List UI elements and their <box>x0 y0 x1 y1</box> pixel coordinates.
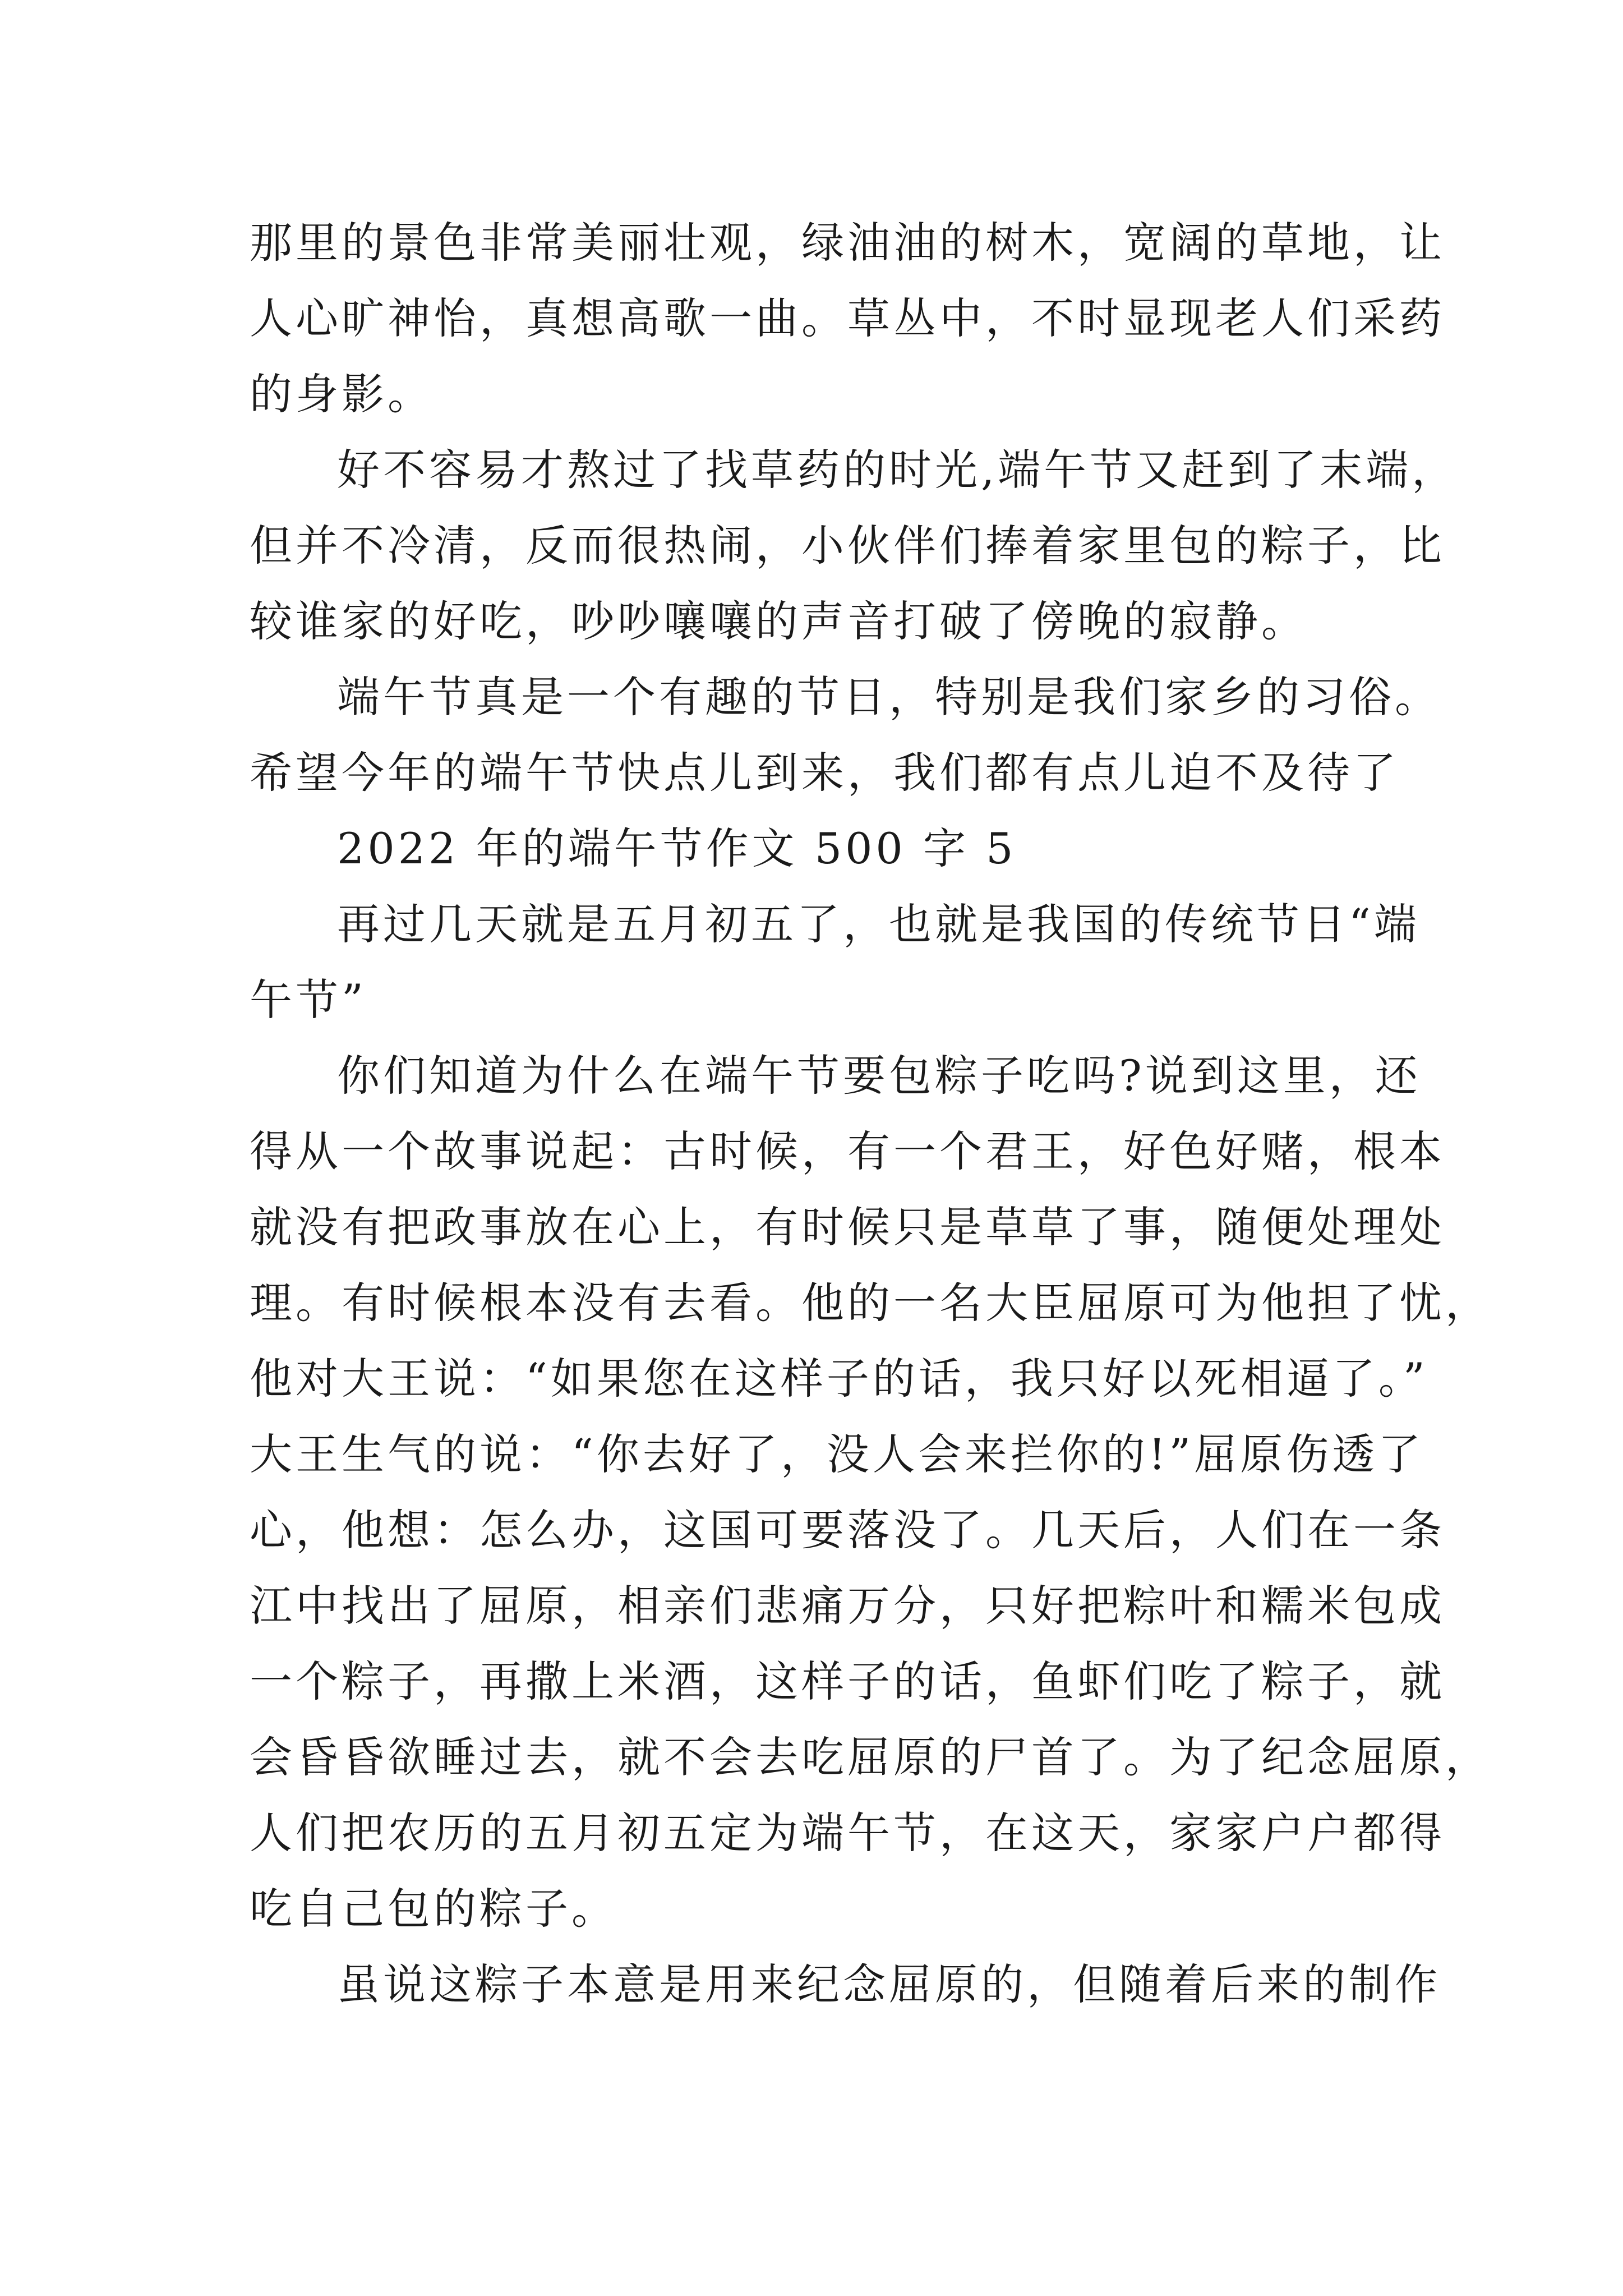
text-line: 得从一个故事说起：古时候，有一个君王，好色好赌，根本 <box>250 1126 1445 1176</box>
text-line: 端午节真是一个有趣的节日，特别是我们家乡的习俗。 <box>337 672 1441 722</box>
document-body <box>250 205 1491 2022</box>
text-line: 一个粽子，再撒上米酒，这样子的话，鱼虾们吃了粽子，就 <box>250 1657 1445 1706</box>
text-line: 江中找出了屈原，相亲们悲痛万分，只好把粽叶和糯米包成 <box>250 1581 1445 1631</box>
text-line: 吃自己包的粽子。 <box>250 1884 617 1934</box>
text-line: 希望今年的端午节快点儿到来，我们都有点儿迫不及待了 <box>250 748 1399 798</box>
text-line: 你们知道为什么在端午节要包粽子吃吗?说到这里，还 <box>337 1051 1421 1101</box>
text-line: 的身影。 <box>250 369 434 419</box>
text-line: 会昏昏欲睡过去，就不会去吃屈原的尸首了。为了纪念屈原， <box>250 1732 1491 1782</box>
text-line: 理。有时候根本没有去看。他的一名大臣屈原可为他担了忧， <box>250 1278 1491 1328</box>
text-line: 人心旷神怡，真想高歌一曲。草丛中，不时显现老人们采药 <box>250 293 1445 343</box>
text-line: 但并不冷清，反而很热闹，小伙伴们捧着家里包的粽子，比 <box>250 521 1445 570</box>
text-line: 他对大王说：“如果您在这样子的话，我只好以死相逼了。” <box>250 1354 1428 1404</box>
text-line: 人们把农历的五月初五定为端午节，在这天，家家户户都得 <box>250 1808 1445 1858</box>
text-line: 较谁家的好吃，吵吵嚷嚷的声音打破了傍晚的寂静。 <box>250 596 1307 646</box>
text-line: 午节” <box>250 975 367 1025</box>
text-line: 再过几天就是五月初五了，也就是我国的传统节日“端 <box>337 899 1420 949</box>
text-line: 虽说这粽子本意是用来纪念屈原的，但随着后来的制作 <box>337 1959 1441 2009</box>
section-heading: 2022 年的端午节作文 500 字 5 <box>337 823 1017 873</box>
text-line: 那里的景色非常美丽壮观，绿油油的树木，宽阔的草地，让 <box>250 218 1445 268</box>
text-line: 大王生气的说：“你去好了，没人会来拦你的!”屈原伤透了 <box>250 1429 1424 1479</box>
text-line: 好不容易才熬过了找草药的时光,端午节又赶到了末端， <box>337 445 1458 495</box>
text-line: 心，他想：怎么办，这国可要落没了。几天后，人们在一条 <box>250 1505 1445 1555</box>
text-line: 就没有把政事放在心上，有时候只是草草了事，随便处理处 <box>250 1202 1445 1252</box>
